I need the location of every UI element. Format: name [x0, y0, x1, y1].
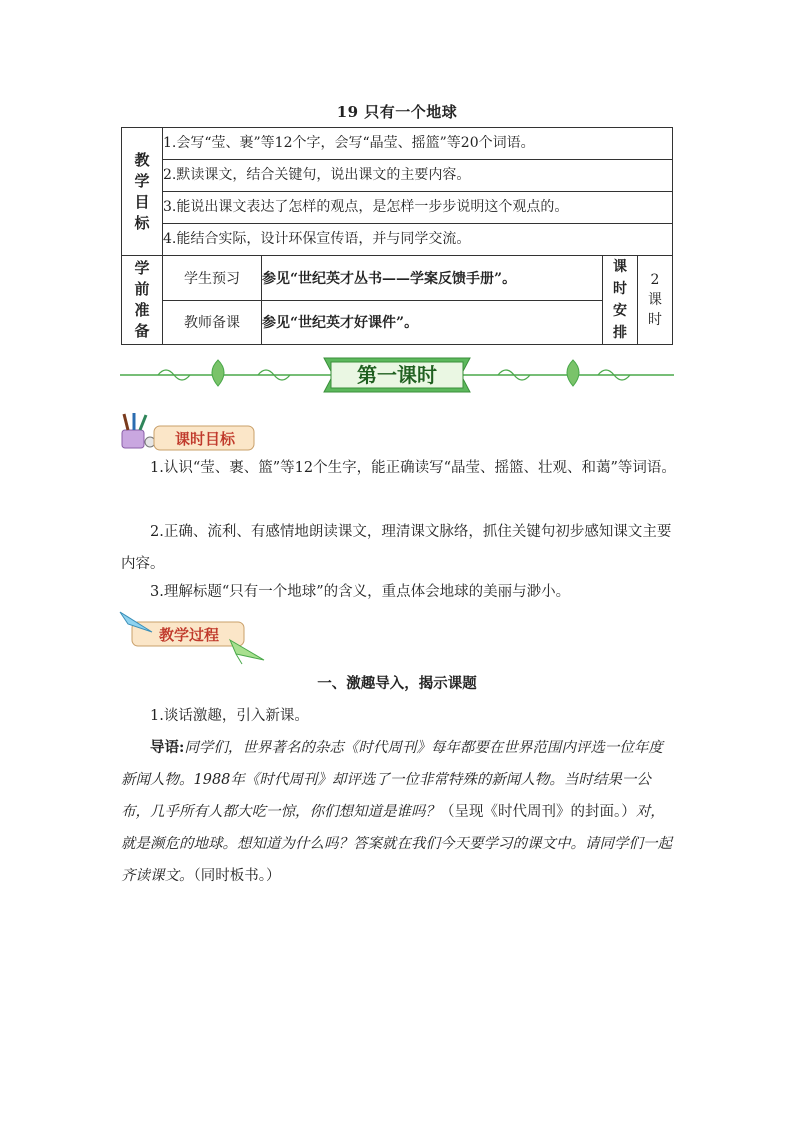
student-prep-value: 参见“世纪英才丛书——学案反馈手册”。 [262, 256, 603, 301]
goals-header-cell [122, 128, 163, 256]
time-header-cell [603, 256, 638, 345]
lesson-banner [118, 352, 676, 398]
intro-text-b: 对，就是濒危的地球。想知道为什么吗？答案就在我们今天要学习的课文中。请同学们一起齐读课文。 [121, 804, 672, 884]
goal-line: 1.会写“莹、裹”等12个字，会写“晶莹、摇篮”等20个词语。 [163, 128, 673, 160]
time-value: 2课时 [648, 272, 662, 328]
time-header: 课时安排 [613, 259, 627, 341]
leaf-icon [567, 360, 579, 386]
student-prep-label: 学生预习 [163, 256, 262, 301]
goal-line: 4.能结合实际，设计环保宣传语，并与同学交流。 [163, 224, 673, 256]
intro-paragraph [121, 732, 676, 892]
process-badge [118, 610, 268, 666]
goals-header: 教学目标 [134, 150, 150, 232]
lesson-goals-badge-text: 课时目标 [174, 430, 235, 448]
lesson-title: 19 只有一个地球 [336, 103, 458, 121]
lesson-goal-item: 2.正确、流利、有感情地朗读课文，理清课文脉络，抓住关键句初步感知课文主要内容。 [121, 524, 672, 572]
lesson-goal-item: 3.理解标题“只有一个地球”的含义，重点体会地球的美丽与渺小。 [150, 584, 571, 600]
teacher-prep-label: 教师备课 [163, 300, 262, 345]
time-value-cell [638, 256, 673, 345]
intro-note-b: （同时板书。） [193, 868, 281, 884]
prep-header-cell [122, 256, 163, 345]
intro-label: 导语: [150, 739, 185, 756]
goal-line: 2.默读课文，结合关键句，说出课文的主要内容。 [163, 160, 673, 192]
lesson-goal-item: 1.认识“莹、裹、篮”等12个生字，能正确读写“晶莹、摇篮、壮观、和蔼”等词语。 [150, 460, 676, 476]
goal-line: 3.能说出课文表达了怎样的观点，是怎样一步步说明这个观点的。 [163, 192, 673, 224]
teacher-prep-value: 参见“世纪英才好课件”。 [262, 300, 603, 345]
process-badge-text: 教学过程 [158, 626, 219, 644]
lesson-plan-table [121, 127, 673, 345]
intro-note-a: （呈现《时代周刊》的封面。） [440, 804, 636, 820]
prep-header: 学前准备 [134, 259, 150, 340]
leaf-icon [212, 360, 224, 386]
lesson-goals-badge [118, 412, 258, 452]
part-one-heading: 一、激趣导入，揭示课题 [317, 675, 477, 692]
step-one: 1.谈话激趣，引入新课。 [150, 708, 309, 724]
banner-text: 第一课时 [357, 363, 437, 387]
intro-text-a: 同学们，世界著名的杂志《时代周刊》每年都要在世界范围内评选一位年度新闻人物。1988年《时代周刊》却评选了一位非常特殊的新闻人物。当时结果一公布，几乎所有人都大吃一惊，你们想知道是谁吗？ [121, 740, 663, 820]
